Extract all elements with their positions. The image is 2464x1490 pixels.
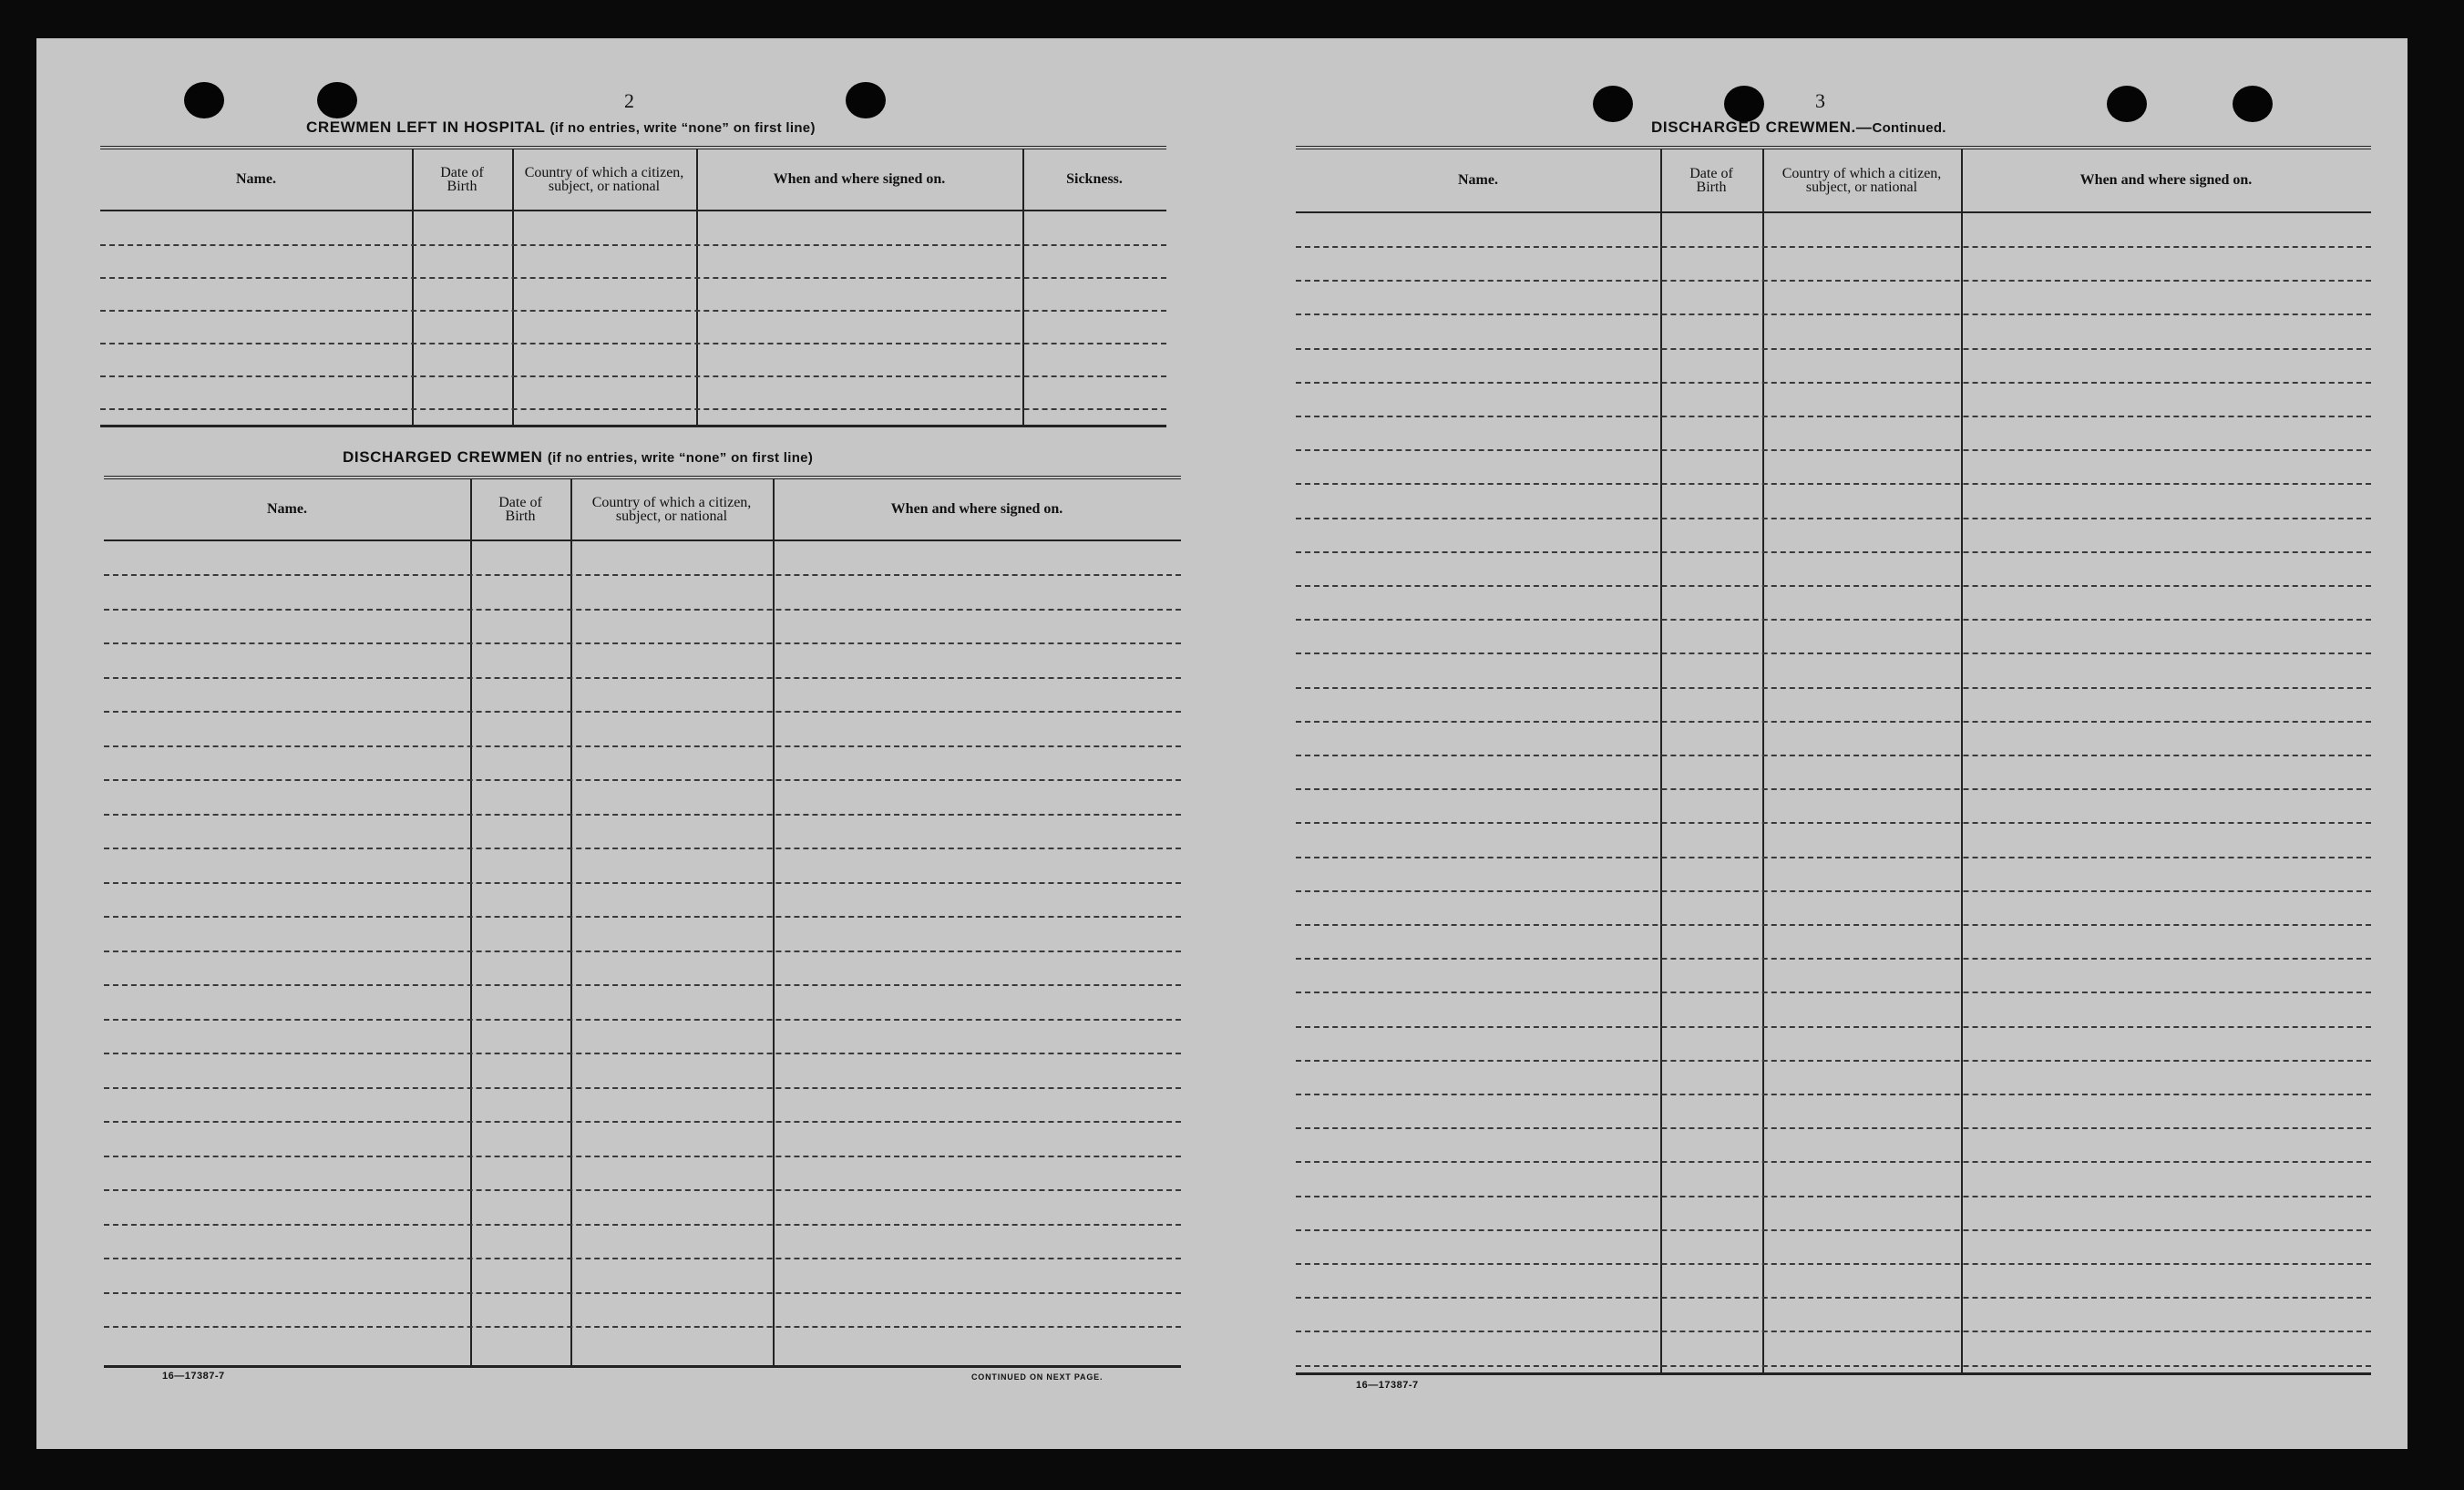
form-code-right: 16—17387-7 xyxy=(1356,1380,1419,1391)
entry-line xyxy=(104,882,1181,884)
entry-line xyxy=(1296,992,2371,993)
discharged-table-left xyxy=(104,476,1181,1368)
entry-line xyxy=(104,1326,1181,1328)
entry-line xyxy=(1296,755,2371,756)
col-header-name: Name. xyxy=(1458,172,1498,188)
entry-line xyxy=(1296,280,2371,282)
discharged-title-text: DISCHARGED CREWMEN xyxy=(343,448,543,466)
entry-line xyxy=(1296,890,2371,892)
scanned-form-spread xyxy=(36,38,2408,1449)
entry-line xyxy=(104,848,1181,849)
entry-line xyxy=(1296,585,2371,587)
entry-line xyxy=(104,677,1181,679)
entry-line xyxy=(1296,1229,2371,1231)
entry-line xyxy=(1296,416,2371,417)
col-header-when-where: When and where signed on. xyxy=(2079,172,2253,188)
column-divider xyxy=(470,479,472,1365)
entry-line xyxy=(1296,1331,2371,1332)
entry-line xyxy=(1296,313,2371,315)
col-header-country: Country of which a citizen, subject, or national xyxy=(524,165,684,194)
continued-note: CONTINUED ON NEXT PAGE. xyxy=(971,1372,1104,1382)
entry-line xyxy=(1296,1026,2371,1028)
entry-line xyxy=(104,779,1181,781)
entry-line xyxy=(104,1019,1181,1021)
column-divider xyxy=(773,479,775,1365)
hospital-table xyxy=(100,146,1166,427)
entry-line xyxy=(1296,1365,2371,1367)
entry-line xyxy=(1296,721,2371,723)
punch-hole xyxy=(317,82,357,118)
entry-line xyxy=(1296,924,2371,926)
entry-line xyxy=(1296,619,2371,621)
col-header-when-where: When and where signed on. xyxy=(773,171,946,187)
entry-line xyxy=(1296,788,2371,790)
discharged-table-right xyxy=(1296,146,2371,1375)
entry-line xyxy=(1296,1297,2371,1299)
entry-line xyxy=(100,277,1166,279)
column-divider xyxy=(570,479,572,1365)
entry-line xyxy=(104,711,1181,713)
entry-line xyxy=(1296,1263,2371,1265)
form-code-left: 16—17387-7 xyxy=(162,1371,225,1382)
entry-line xyxy=(104,951,1181,952)
hospital-section-title xyxy=(306,118,816,137)
discharged-continued-title-text: DISCHARGED CREWMEN.— xyxy=(1651,118,1873,136)
punch-hole xyxy=(2107,86,2147,122)
entry-line xyxy=(104,609,1181,611)
entry-line xyxy=(100,375,1166,377)
column-divider xyxy=(412,149,414,425)
entry-line xyxy=(1296,822,2371,824)
punch-hole xyxy=(846,82,886,118)
column-divider xyxy=(1660,149,1662,1372)
entry-line xyxy=(1296,518,2371,519)
col-header-country: Country of which a citizen, subject, or national xyxy=(591,495,752,524)
entry-line xyxy=(1296,1127,2371,1129)
column-divider xyxy=(1961,149,1963,1372)
entry-line xyxy=(1296,246,2371,248)
entry-line xyxy=(104,1224,1181,1226)
entry-line xyxy=(1296,687,2371,689)
entry-line xyxy=(104,984,1181,986)
punch-hole xyxy=(1724,86,1764,122)
discharged-continued-suffix: Continued. xyxy=(1872,120,1946,136)
col-header-date-of-birth: Date of Birth xyxy=(1689,166,1733,195)
column-divider xyxy=(1762,149,1764,1372)
entry-line xyxy=(1296,1060,2371,1062)
entry-line xyxy=(104,814,1181,816)
discharged-title-note: (if no entries, write “none” on first line) xyxy=(547,450,814,466)
entry-line xyxy=(1296,1196,2371,1197)
entry-line xyxy=(1296,551,2371,553)
entry-line xyxy=(100,310,1166,312)
col-header-country: Country of which a citizen, subject, or national xyxy=(1781,166,1942,195)
entry-line xyxy=(1296,348,2371,350)
entry-line xyxy=(104,745,1181,747)
discharged-continued-title xyxy=(1651,118,1946,137)
col-header-date-of-birth: Date of Birth xyxy=(498,495,542,524)
entry-line xyxy=(100,408,1166,410)
column-divider xyxy=(1022,149,1024,425)
entry-line xyxy=(1296,1161,2371,1163)
entry-line xyxy=(104,916,1181,918)
col-header-when-where: When and where signed on. xyxy=(890,501,1063,517)
entry-line xyxy=(100,343,1166,344)
column-divider xyxy=(696,149,698,425)
entry-line xyxy=(1296,1094,2371,1095)
col-header-sickness: Sickness. xyxy=(1066,171,1123,187)
col-header-date-of-birth: Date of Birth xyxy=(440,165,484,194)
entry-line xyxy=(1296,382,2371,384)
col-header-name: Name. xyxy=(236,171,276,187)
entry-line xyxy=(104,642,1181,644)
hospital-title-note: (if no entries, write “none” on first line) xyxy=(549,120,816,136)
entry-line xyxy=(104,1189,1181,1191)
column-divider xyxy=(512,149,514,425)
punch-hole xyxy=(2233,86,2273,122)
entry-line xyxy=(104,1121,1181,1123)
page-number-left: 2 xyxy=(624,89,635,112)
entry-line xyxy=(1296,483,2371,485)
col-header-name: Name. xyxy=(267,501,307,517)
entry-line xyxy=(1296,653,2371,654)
discharged-section-title xyxy=(343,448,813,467)
entry-line xyxy=(100,244,1166,246)
entry-line xyxy=(1296,857,2371,858)
entry-line xyxy=(104,1156,1181,1157)
hospital-title-text: CREWMEN LEFT IN HOSPITAL xyxy=(306,118,546,136)
punch-hole xyxy=(184,82,224,118)
entry-line xyxy=(104,1292,1181,1294)
entry-line xyxy=(104,1258,1181,1259)
entry-line xyxy=(104,574,1181,576)
entry-line xyxy=(104,1087,1181,1089)
entry-line xyxy=(1296,958,2371,960)
entry-line xyxy=(1296,449,2371,451)
punch-hole xyxy=(1593,86,1633,122)
entry-line xyxy=(104,1053,1181,1054)
page-number-right: 3 xyxy=(1815,89,1826,112)
